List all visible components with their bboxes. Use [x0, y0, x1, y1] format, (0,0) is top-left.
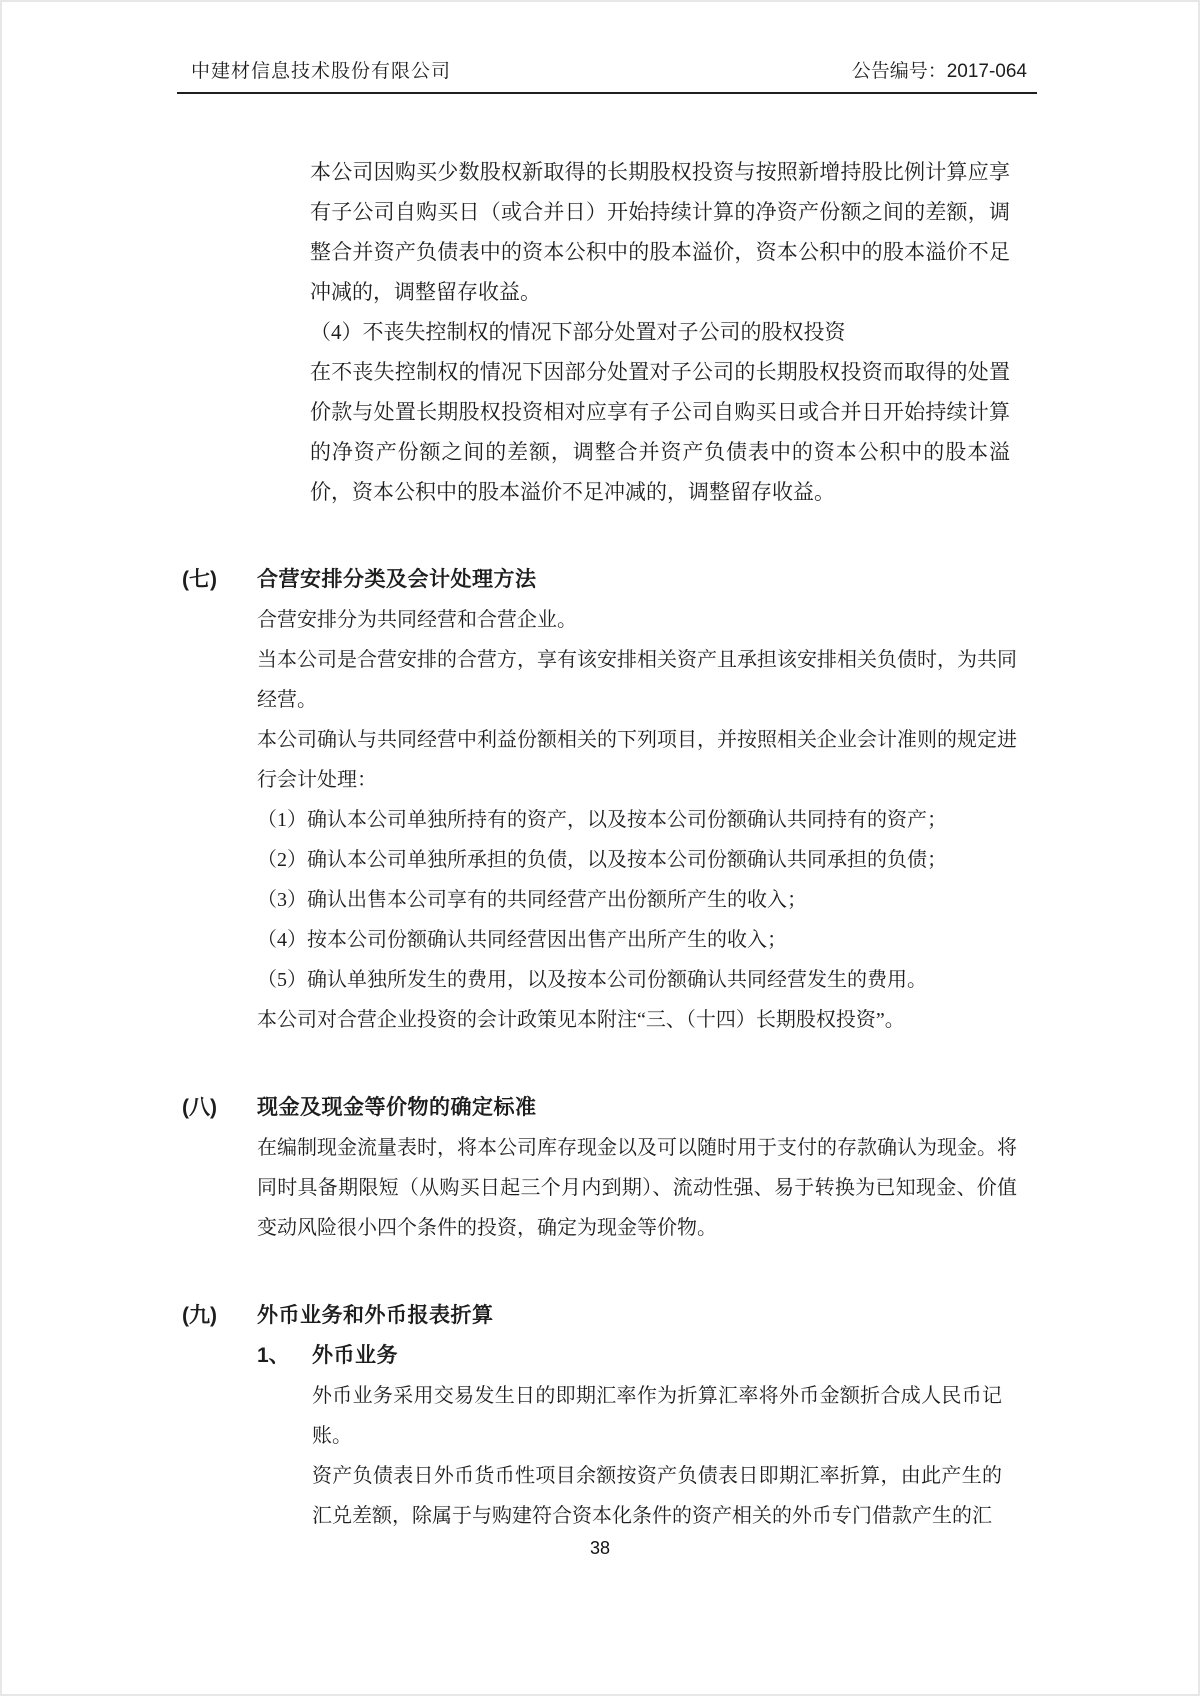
section-title: 合营安排分类及会计处理方法 — [257, 568, 537, 591]
paragraph: 本公司对合营企业投资的会计政策见本附注“三、（十四）长期股权投资”。 — [257, 1009, 905, 1031]
section-heading — [2, 560, 1200, 600]
section-body — [257, 1128, 1017, 1248]
section-8 — [2, 1088, 1200, 1248]
paragraph: 在编制现金流量表时，将本公司库存现金以及可以随时用于支付的存款确认为现金。将同时具备期限短（从购买日起三个月内到期）、流动性强、易于转换为已知现金、价值变动风险很小四个条件的投资，确定为现金等价物。 — [257, 1137, 1017, 1239]
paragraph: 在不丧失控制权的情况下因部分处置对子公司的长期股权投资而取得的处置价款与处置长期股权投资相对应享有子公司自购买日或合并日开始持续计算的净资产份额之间的差额，调整合并资产负债表中的资本公积中的股本溢价，资本公积中的股本溢价不足冲减的，调整留存收益。 — [310, 360, 1010, 504]
subsection-title: 外币业务 — [312, 1344, 398, 1367]
header-company-name: 中建材信息技术股份有限公司 — [191, 61, 452, 82]
intro-block — [310, 152, 1010, 512]
section-7 — [2, 560, 1200, 1040]
document-body — [2, 152, 1200, 1536]
numbered-item: （2）确认本公司单独所承担的负债，以及按本公司份额确认共同承担的负债； — [257, 849, 947, 871]
page-number: 38 — [589, 1538, 611, 1558]
list-item-heading: （4）不丧失控制权的情况下部分处置对子公司的股权投资 — [310, 320, 846, 344]
numbered-item: （1）确认本公司单独所持有的资产，以及按本公司份额确认共同持有的资产； — [257, 809, 947, 831]
section-heading — [2, 1088, 1200, 1128]
subsection-number: 1、 — [257, 1344, 290, 1367]
section-9 — [2, 1296, 1200, 1536]
paragraph: 外币业务采用交易发生日的即期汇率作为折算汇率将外币金额折合成人民币记账。 — [312, 1385, 1002, 1447]
page-header — [177, 56, 1037, 94]
section-body — [257, 600, 1017, 1040]
paragraph: 本公司确认与共同经营中利益份额相关的下列项目，并按照相关企业会计准则的规定进行会计处理： — [257, 729, 1017, 791]
numbered-item: （5）确认单独所发生的费用，以及按本公司份额确认共同经营发生的费用。 — [257, 969, 927, 991]
section-label: (七) — [182, 568, 217, 591]
paragraph: 本公司因购买少数股权新取得的长期股权投资与按照新增持股比例计算应享有子公司自购买日（或合并日）开始持续计算的净资产份额之间的差额，调整合并资产负债表中的资本公积中的股本溢价，资本公积中的股本溢价不足冲减的，调整留存收益。 — [310, 160, 1010, 304]
numbered-item: （3）确认出售本公司享有的共同经营产出份额所产生的收入； — [257, 889, 807, 911]
header-announcement-number: 公告编号：2017-064 — [851, 61, 1027, 82]
section-title: 现金及现金等价物的确定标准 — [257, 1096, 537, 1119]
section-label: (八) — [182, 1096, 217, 1119]
paragraph: 当本公司是合营安排的合营方，享有该安排相关资产且承担该安排相关负债时，为共同经营。 — [257, 649, 1017, 711]
paragraph: 合营安排分为共同经营和合营企业。 — [257, 609, 577, 631]
subsection-body — [312, 1376, 1002, 1536]
numbered-item: （4）按本公司份额确认共同经营因出售产出所产生的收入； — [257, 929, 787, 951]
section-title: 外币业务和外币报表折算 — [257, 1304, 494, 1327]
section-heading — [2, 1296, 1200, 1336]
subsection-heading — [2, 1336, 1200, 1376]
paragraph: 资产负债表日外币货币性项目余额按资产负债表日即期汇率折算，由此产生的汇兑差额，除属于与购建符合资本化条件的资产相关的外币专门借款产生的汇 — [312, 1465, 1002, 1527]
section-label: (九) — [182, 1304, 217, 1327]
page-footer — [2, 1538, 1198, 1559]
